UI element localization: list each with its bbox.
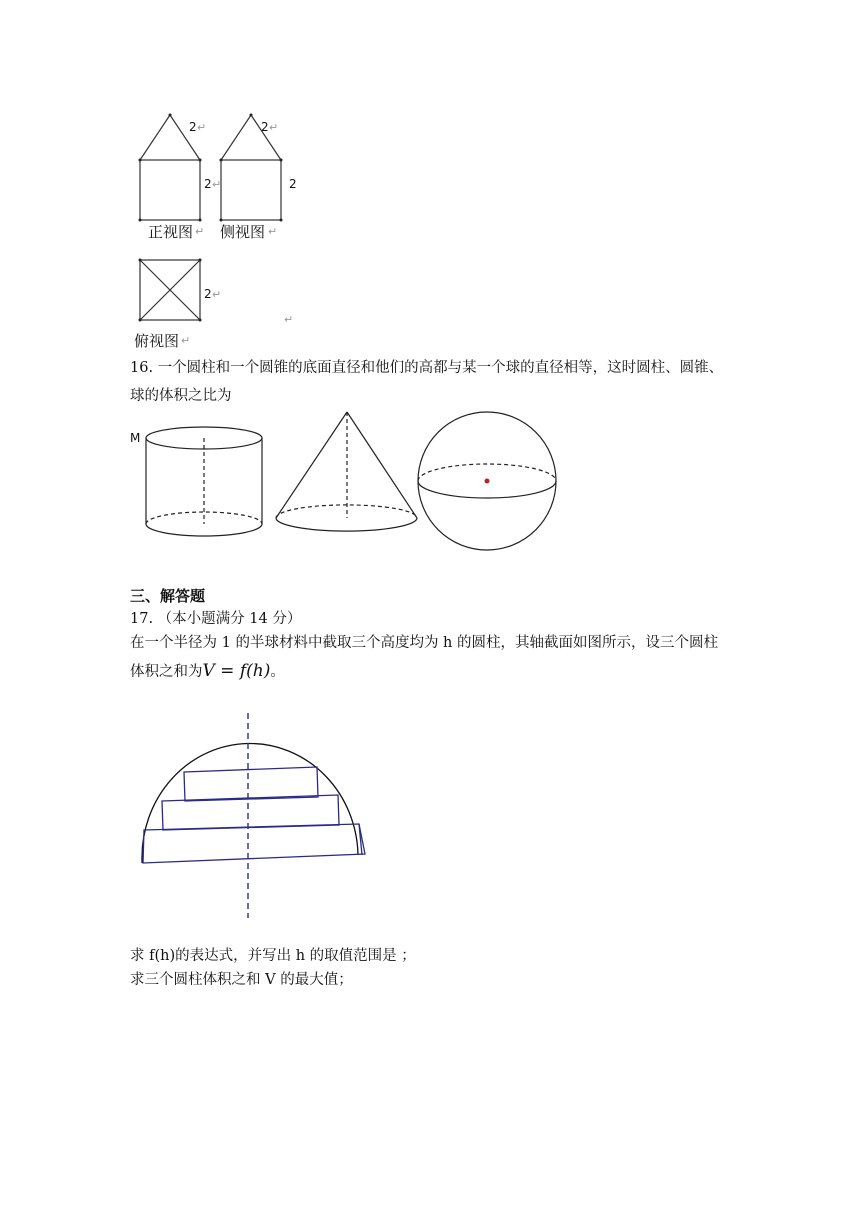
return-mark: ↵ (284, 313, 294, 326)
front-view-label: 正视图 (148, 223, 194, 241)
side-slant-dim: 2 (261, 120, 269, 134)
return-mark: ↵ (212, 288, 222, 301)
front-height-dim: 2 (204, 177, 212, 191)
top-view-label: 俯视图 (134, 332, 180, 350)
hemisphere-figure (0, 700, 860, 930)
q17-text-line2 (130, 660, 285, 681)
return-mark: ↵ (269, 121, 279, 134)
q17-part1: 求 f(h)的表达式，并写出 h 的取值范围是 ； (130, 948, 416, 964)
top-side-dim: 2 (204, 287, 212, 301)
cylinder-shape (146, 427, 262, 536)
return-mark: ↵ (181, 334, 191, 347)
q16-text-line1: 16. 一个圆柱和一个圆锥的底面直径和他们的高都与某一个球的直径相等，这时圆柱、圆锥、 (130, 360, 724, 376)
cone-shape (276, 412, 417, 531)
q17-header: 17. （本小题满分 14 分） (130, 611, 302, 627)
cylinder-label-m: M (130, 431, 141, 445)
side-height-dim: 2 (289, 177, 297, 191)
return-mark: ↵ (195, 225, 205, 238)
q17-part2: 求三个圆柱体积之和 V 的最大值； (130, 972, 353, 988)
front-slant-dim: 2 (189, 120, 197, 134)
q17-line2-suffix: 。 (270, 664, 285, 680)
return-mark: ↵ (212, 178, 222, 191)
section-heading: 三、解答题 (130, 587, 206, 605)
top-view-shape (140, 260, 200, 320)
side-view-label: 侧视图 (220, 223, 266, 241)
q17-line2-prefix: 体积之和为 (130, 664, 203, 680)
sphere-center-dot (485, 479, 490, 484)
q17-text-line1: 在一个半径为 1 的半球材料中截取三个高度均为 h 的圆柱，其轴截面如图所示，设三个圆柱 (130, 635, 718, 651)
return-mark: ↵ (268, 225, 278, 238)
return-mark: ↵ (197, 121, 207, 134)
solids-figure (0, 400, 860, 560)
q16-text-line2: 球的体积之比为 (130, 388, 232, 404)
three-views-figure (0, 0, 860, 360)
hemisphere-arc (142, 743, 358, 860)
formula: V = f(h) (202, 661, 271, 681)
